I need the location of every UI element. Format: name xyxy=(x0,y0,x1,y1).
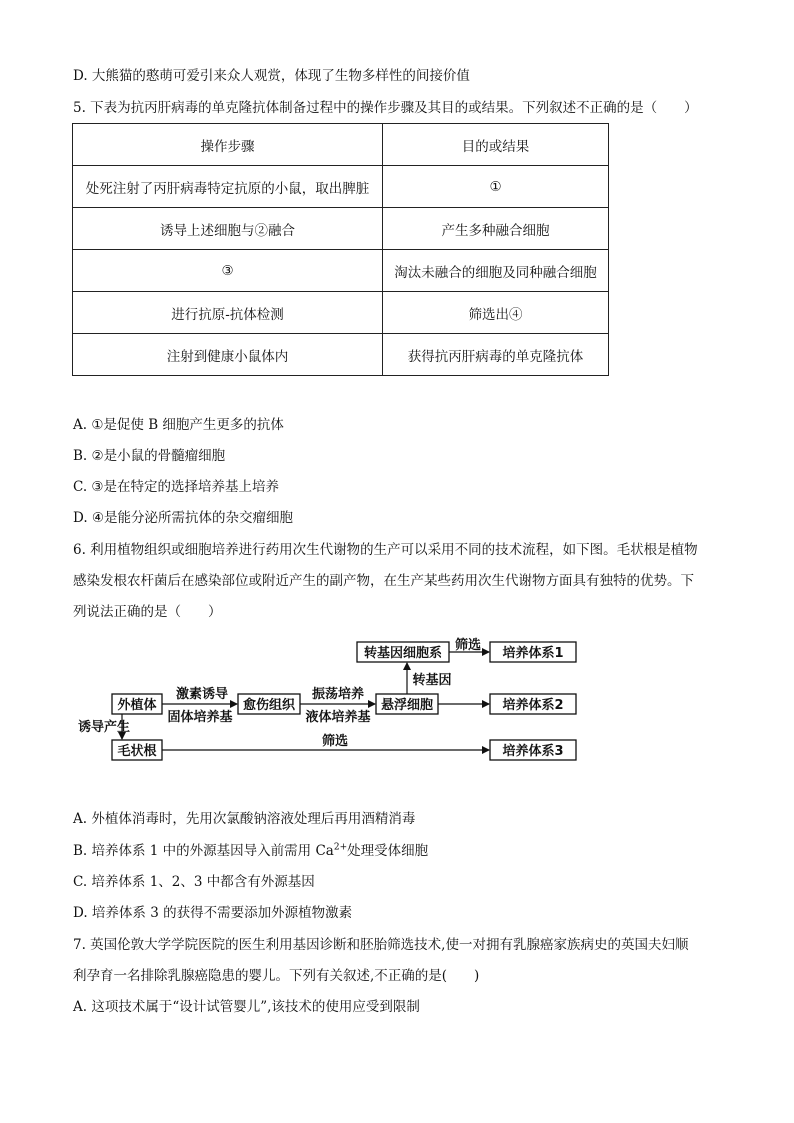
q5-table xyxy=(72,123,609,376)
table-cell: 淘汰未融合的细胞及同种融合细胞 xyxy=(383,250,609,292)
q6-option-b xyxy=(73,842,428,860)
q6-flow-diagram xyxy=(70,636,590,768)
q6-option-b-sup: 2+ xyxy=(333,842,348,853)
system2-label: 培养体系2 xyxy=(502,698,564,713)
table-cell: 产生多种融合细胞 xyxy=(383,208,609,250)
table-cell: 处死注射了丙肝病毒特定抗原的小鼠，取出脾脏 xyxy=(73,166,383,208)
q7-stem-line-1: 7. 英国伦敦大学学院医院的医生利用基因诊断和胚胎筛选技术,使一对拥有乳腺癌家族病史的英国夫妇顺 xyxy=(73,937,689,953)
table-row xyxy=(73,250,609,292)
table-cell: ③ xyxy=(73,250,383,292)
table-header-row xyxy=(73,124,609,166)
q5-option-a: A. ①是促使 B 细胞产生更多的抗体 xyxy=(73,417,284,433)
table-cell: 筛选出④ xyxy=(383,292,609,334)
system3-label: 培养体系3 xyxy=(502,744,564,759)
transgenic-label: 转基因细胞系 xyxy=(363,646,443,661)
system1-label: 培养体系1 xyxy=(502,646,564,661)
table-header-step: 操作步骤 xyxy=(73,124,383,166)
label-screen-top: 筛选 xyxy=(454,638,482,653)
table-cell: 诱导上述细胞与②融合 xyxy=(73,208,383,250)
table-row xyxy=(73,166,609,208)
q6-stem-line-2: 感染发根农杆菌后在感染部位或附近产生的副产物，在生产某些药用次生代谢物方面具有独特的优势。下 xyxy=(73,573,694,589)
table-cell: 注射到健康小鼠体内 xyxy=(73,334,383,376)
q5-option-b: B. ②是小鼠的骨髓瘤细胞 xyxy=(73,448,226,464)
table-row xyxy=(73,292,609,334)
table-row xyxy=(73,208,609,250)
table-cell: 获得抗丙肝病毒的单克隆抗体 xyxy=(383,334,609,376)
q6-option-d: D. 培养体系 3 的获得不需要添加外源植物激素 xyxy=(73,905,353,921)
label-induce: 诱导产生 xyxy=(77,720,131,735)
q6-stem-line-3: 列说法正确的是（ ） xyxy=(73,604,222,620)
table-cell: 进行抗原-抗体检测 xyxy=(73,292,383,334)
q6-stem-line-1: 6. 利用植物组织或细胞培养进行药用次生代谢物的生产可以采用不同的技术流程，如下图。毛状根是植物 xyxy=(73,542,698,558)
table-header-purpose: 目的或结果 xyxy=(383,124,609,166)
label-solid-medium: 固体培养基 xyxy=(167,710,233,725)
explant-label: 外植体 xyxy=(117,698,157,713)
label-hormone: 激素诱导 xyxy=(175,687,229,702)
q6-option-b-pre: B. 培养体系 1 中的外源基因导入前需用 Ca xyxy=(73,843,334,859)
q6-option-c: C. 培养体系 1、2、3 中都含有外源基因 xyxy=(73,874,315,890)
q7-option-a: A. 这项技术属于“设计试管婴儿”,该技术的使用应受到限制 xyxy=(73,999,420,1015)
q6-option-a: A. 外植体消毒时，先用次氯酸钠溶液处理后再用酒精消毒 xyxy=(73,811,416,827)
table-cell: ① xyxy=(383,166,609,208)
hairy-root-label: 毛状根 xyxy=(117,744,157,759)
suspension-label: 悬浮细胞 xyxy=(380,698,434,713)
label-shake: 振荡培养 xyxy=(311,687,365,702)
q5-option-d: D. ④是能分泌所需抗体的杂交瘤细胞 xyxy=(73,510,294,526)
q4-option-d: D. 大熊猫的憨萌可爱引来众人观赏，体现了生物多样性的间接价值 xyxy=(73,68,470,84)
q6-option-b-post: 处理受体细胞 xyxy=(347,843,429,859)
callus-label: 愈伤组织 xyxy=(242,698,296,713)
label-liquid-medium: 液体培养基 xyxy=(305,710,371,725)
q7-stem-line-2: 利孕育一名排除乳腺癌隐患的婴儿。下列有关叙述,不正确的是( ) xyxy=(73,968,480,984)
q5-option-c: C. ③是在特定的选择培养基上培养 xyxy=(73,479,280,495)
label-screen-bottom: 筛选 xyxy=(321,734,349,749)
q5-stem: 5. 下表为抗丙肝病毒的单克隆抗体制备过程中的操作步骤及其目的或结果。下列叙述不正确的是（ ） xyxy=(73,100,698,116)
label-transgene: 转基因 xyxy=(412,673,452,688)
table-row xyxy=(73,334,609,376)
